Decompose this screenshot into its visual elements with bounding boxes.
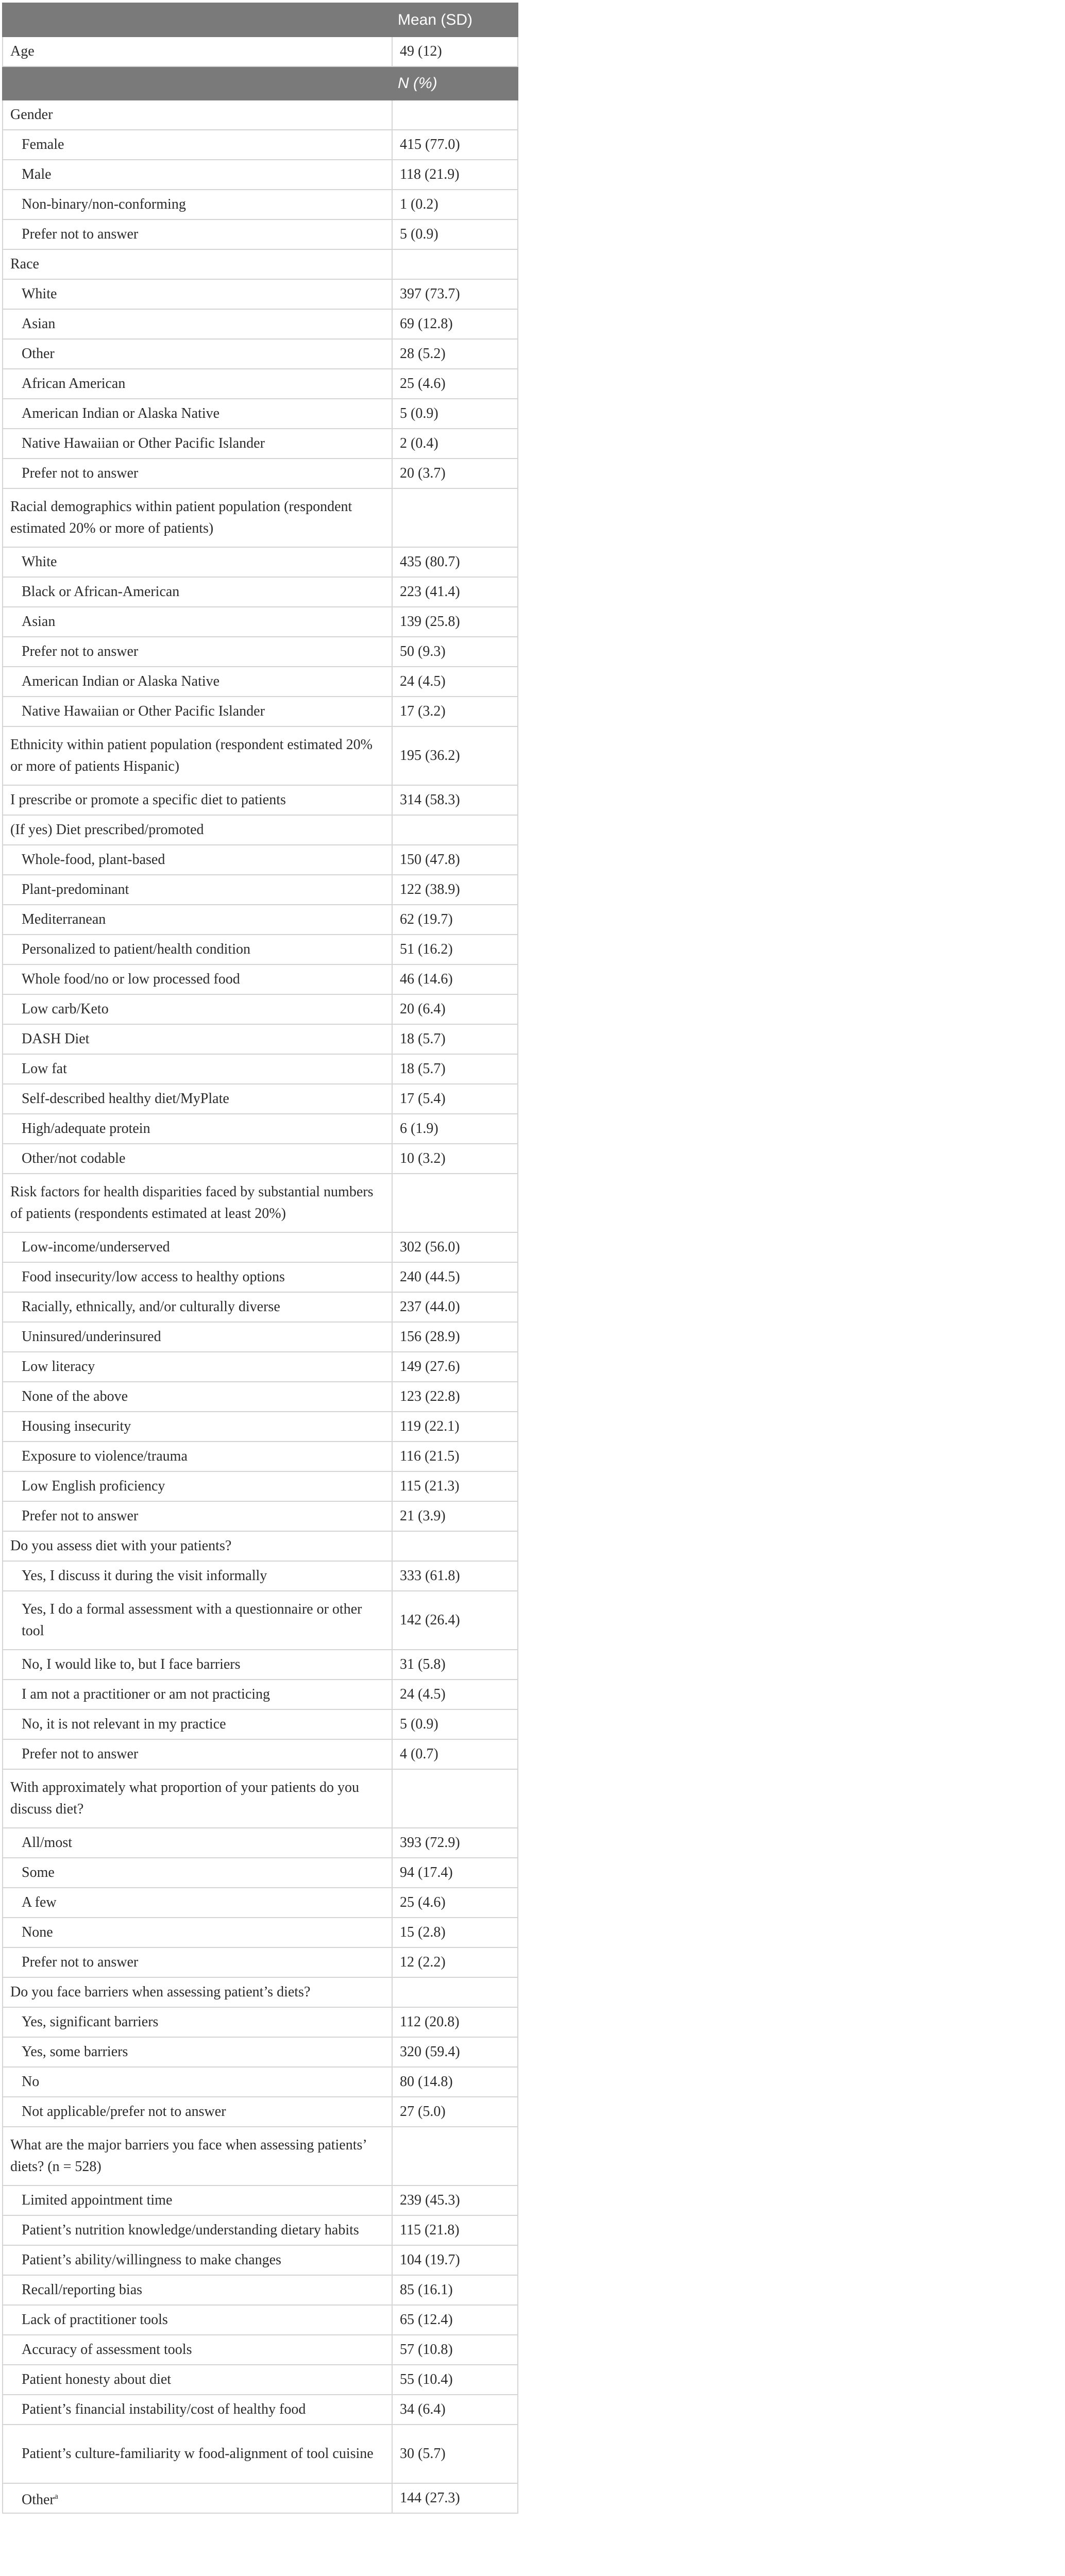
row-label: Prefer not to answer bbox=[3, 1501, 392, 1531]
table-row bbox=[3, 1442, 518, 1471]
row-value: 17 (3.2) bbox=[392, 697, 518, 726]
row-label: Native Hawaiian or Other Pacific Islander bbox=[3, 697, 392, 726]
row-label: Prefer not to answer bbox=[3, 1739, 392, 1769]
table-row bbox=[3, 935, 518, 964]
table-row bbox=[3, 1709, 518, 1739]
row-value: 302 (56.0) bbox=[392, 1232, 518, 1262]
row-value: 239 (45.3) bbox=[392, 2185, 518, 2215]
table-row bbox=[3, 1947, 518, 1977]
table-row bbox=[3, 697, 518, 726]
row-label: Patient’s nutrition knowledge/understanding dietary habits bbox=[3, 2215, 392, 2245]
table-row bbox=[3, 2245, 518, 2275]
row-label: Racially, ethnically, and/or culturally diverse bbox=[3, 1292, 392, 1322]
row-value: 49 (12) bbox=[392, 37, 518, 66]
table-row bbox=[3, 964, 518, 994]
table-row bbox=[3, 1174, 518, 1232]
table-row bbox=[3, 577, 518, 607]
row-value: 397 (73.7) bbox=[392, 279, 518, 309]
row-label: Prefer not to answer bbox=[3, 637, 392, 667]
row-label: Yes, significant barriers bbox=[3, 2007, 392, 2037]
row-value: 115 (21.3) bbox=[392, 1471, 518, 1501]
table-row bbox=[3, 399, 518, 429]
table-row bbox=[3, 1232, 518, 1262]
row-label: Limited appointment time bbox=[3, 2185, 392, 2215]
table-row bbox=[3, 2335, 518, 2365]
row-label: Prefer not to answer bbox=[3, 1947, 392, 1977]
table-row bbox=[3, 249, 518, 279]
table-row bbox=[3, 1144, 518, 1174]
table-body bbox=[3, 3, 518, 2513]
row-label: None of the above bbox=[3, 1382, 392, 1412]
row-label: Low literacy bbox=[3, 1352, 392, 1382]
row-label: All/most bbox=[3, 1828, 392, 1858]
row-value bbox=[392, 1174, 518, 1232]
table-row bbox=[3, 1650, 518, 1680]
row-label: Do you assess diet with your patients? bbox=[3, 1531, 392, 1561]
row-value bbox=[392, 249, 518, 279]
table-row bbox=[3, 875, 518, 905]
demographics-table bbox=[2, 3, 518, 2514]
row-label: Patient’s ability/willingness to make changes bbox=[3, 2245, 392, 2275]
row-value: 122 (38.9) bbox=[392, 875, 518, 905]
row-label: Patient’s culture-familiarity w food-alignment of tool cuisine bbox=[3, 2425, 392, 2483]
table-row bbox=[3, 607, 518, 637]
row-label: Gender bbox=[3, 100, 392, 130]
row-label: Patient’s financial instability/cost of healthy food bbox=[3, 2395, 392, 2425]
row-label: Whole food/no or low processed food bbox=[3, 964, 392, 994]
row-label: Risk factors for health disparities faced by substantial numbers of patients (respondents estimated at least 20%) bbox=[3, 1174, 392, 1232]
row-label: With approximately what proportion of your patients do you discuss diet? bbox=[3, 1769, 392, 1828]
table-header-row bbox=[3, 66, 518, 100]
table-row bbox=[3, 2127, 518, 2185]
row-value: 31 (5.8) bbox=[392, 1650, 518, 1680]
header-value-cell: Mean (SD) bbox=[392, 3, 518, 37]
row-label: Housing insecurity bbox=[3, 1412, 392, 1442]
row-value: 393 (72.9) bbox=[392, 1828, 518, 1858]
row-value bbox=[392, 815, 518, 845]
row-value: 150 (47.8) bbox=[392, 845, 518, 875]
table-row bbox=[3, 339, 518, 369]
table-row bbox=[3, 1262, 518, 1292]
row-label: No bbox=[3, 2067, 392, 2097]
row-label: Low-income/underserved bbox=[3, 1232, 392, 1262]
table-row bbox=[3, 547, 518, 577]
row-label: Food insecurity/low access to healthy options bbox=[3, 1262, 392, 1292]
row-label: Exposure to violence/trauma bbox=[3, 1442, 392, 1471]
table-row bbox=[3, 2185, 518, 2215]
row-label: Mediterranean bbox=[3, 905, 392, 935]
row-value: 18 (5.7) bbox=[392, 1054, 518, 1084]
table-row bbox=[3, 1501, 518, 1531]
header-label-cell bbox=[3, 3, 392, 37]
row-value: 314 (58.3) bbox=[392, 785, 518, 815]
table-row bbox=[3, 845, 518, 875]
row-value: 144 (27.3) bbox=[392, 2483, 518, 2513]
row-label: Low carb/Keto bbox=[3, 994, 392, 1024]
row-label: DASH Diet bbox=[3, 1024, 392, 1054]
table-row bbox=[3, 219, 518, 249]
table-row bbox=[3, 1888, 518, 1918]
row-value: 237 (44.0) bbox=[392, 1292, 518, 1322]
row-label: Female bbox=[3, 130, 392, 160]
row-label: Yes, I do a formal assessment with a questionnaire or other tool bbox=[3, 1591, 392, 1650]
table-row bbox=[3, 1054, 518, 1084]
row-label: None bbox=[3, 1918, 392, 1947]
row-value: 12 (2.2) bbox=[392, 1947, 518, 1977]
row-label: Racial demographics within patient population (respondent estimated 20% or more of patients) bbox=[3, 488, 392, 547]
row-value: 112 (20.8) bbox=[392, 2007, 518, 2037]
row-label: Self-described healthy diet/MyPlate bbox=[3, 1084, 392, 1114]
table-row bbox=[3, 1352, 518, 1382]
row-label: Accuracy of assessment tools bbox=[3, 2335, 392, 2365]
row-label: Recall/reporting bias bbox=[3, 2275, 392, 2305]
row-value: 85 (16.1) bbox=[392, 2275, 518, 2305]
table-row bbox=[3, 1084, 518, 1114]
row-value: 28 (5.2) bbox=[392, 339, 518, 369]
row-value: 156 (28.9) bbox=[392, 1322, 518, 1352]
row-label: American Indian or Alaska Native bbox=[3, 667, 392, 697]
row-value: 69 (12.8) bbox=[392, 309, 518, 339]
table-row bbox=[3, 1531, 518, 1561]
row-label: Ethnicity within patient population (respondent estimated 20% or more of patients Hispanic) bbox=[3, 726, 392, 785]
table-row bbox=[3, 2275, 518, 2305]
row-value: 6 (1.9) bbox=[392, 1114, 518, 1144]
row-value: 415 (77.0) bbox=[392, 130, 518, 160]
row-value: 223 (41.4) bbox=[392, 577, 518, 607]
row-value: 57 (10.8) bbox=[392, 2335, 518, 2365]
row-label: Other/not codable bbox=[3, 1144, 392, 1174]
row-value bbox=[392, 100, 518, 130]
table-row bbox=[3, 1828, 518, 1858]
table-row bbox=[3, 369, 518, 399]
row-value: 25 (4.6) bbox=[392, 1888, 518, 1918]
row-value: 333 (61.8) bbox=[392, 1561, 518, 1591]
row-label: White bbox=[3, 279, 392, 309]
row-label: A few bbox=[3, 1888, 392, 1918]
row-value: 20 (3.7) bbox=[392, 459, 518, 488]
row-label: Not applicable/prefer not to answer bbox=[3, 2097, 392, 2127]
table-row bbox=[3, 488, 518, 547]
table-row bbox=[3, 2037, 518, 2067]
row-value: 4 (0.7) bbox=[392, 1739, 518, 1769]
table-header-row bbox=[3, 3, 518, 37]
row-value: 46 (14.6) bbox=[392, 964, 518, 994]
table-row bbox=[3, 1680, 518, 1709]
row-label: I prescribe or promote a specific diet to patients bbox=[3, 785, 392, 815]
row-label: African American bbox=[3, 369, 392, 399]
table-row bbox=[3, 637, 518, 667]
table-row bbox=[3, 815, 518, 845]
row-value: 5 (0.9) bbox=[392, 219, 518, 249]
row-value: 142 (26.4) bbox=[392, 1591, 518, 1650]
table-row bbox=[3, 2365, 518, 2395]
row-value: 104 (19.7) bbox=[392, 2245, 518, 2275]
table-row bbox=[3, 2425, 518, 2483]
table-row bbox=[3, 130, 518, 160]
row-value bbox=[392, 2127, 518, 2185]
row-label: I am not a practitioner or am not practicing bbox=[3, 1680, 392, 1709]
table-row bbox=[3, 1024, 518, 1054]
row-value: 149 (27.6) bbox=[392, 1352, 518, 1382]
row-label: Yes, some barriers bbox=[3, 2037, 392, 2067]
row-value: 55 (10.4) bbox=[392, 2365, 518, 2395]
row-label: Black or African-American bbox=[3, 577, 392, 607]
table-row bbox=[3, 905, 518, 935]
row-label: (If yes) Diet prescribed/promoted bbox=[3, 815, 392, 845]
row-value: 15 (2.8) bbox=[392, 1918, 518, 1947]
table-row bbox=[3, 1382, 518, 1412]
table-row bbox=[3, 1322, 518, 1352]
row-value: 24 (4.5) bbox=[392, 667, 518, 697]
table-row bbox=[3, 1769, 518, 1828]
row-value: 435 (80.7) bbox=[392, 547, 518, 577]
row-label: Patient honesty about diet bbox=[3, 2365, 392, 2395]
row-label: Other bbox=[3, 339, 392, 369]
table-row bbox=[3, 160, 518, 190]
row-value: 27 (5.0) bbox=[392, 2097, 518, 2127]
table-row bbox=[3, 1591, 518, 1650]
row-label: White bbox=[3, 547, 392, 577]
header-label-cell bbox=[3, 66, 392, 100]
table-row bbox=[3, 1977, 518, 2007]
row-label: Prefer not to answer bbox=[3, 459, 392, 488]
row-value: 5 (0.9) bbox=[392, 399, 518, 429]
table-row bbox=[3, 1114, 518, 1144]
table-row bbox=[3, 1918, 518, 1947]
table-row bbox=[3, 2007, 518, 2037]
row-value: 195 (36.2) bbox=[392, 726, 518, 785]
row-label: Non-binary/non-conforming bbox=[3, 190, 392, 219]
row-label: Whole-food, plant-based bbox=[3, 845, 392, 875]
table-row bbox=[3, 2215, 518, 2245]
table-row bbox=[3, 279, 518, 309]
row-label: Yes, I discuss it during the visit informally bbox=[3, 1561, 392, 1591]
row-value: 34 (6.4) bbox=[392, 2395, 518, 2425]
table-row bbox=[3, 726, 518, 785]
row-label: Prefer not to answer bbox=[3, 219, 392, 249]
table-row bbox=[3, 667, 518, 697]
header-value-cell: N (%) bbox=[392, 66, 518, 100]
table-row bbox=[3, 2067, 518, 2097]
table-row bbox=[3, 429, 518, 459]
row-value: 123 (22.8) bbox=[392, 1382, 518, 1412]
row-value bbox=[392, 1531, 518, 1561]
row-value: 116 (21.5) bbox=[392, 1442, 518, 1471]
row-value: 65 (12.4) bbox=[392, 2305, 518, 2335]
row-label: No, I would like to, but I face barriers bbox=[3, 1650, 392, 1680]
row-value: 115 (21.8) bbox=[392, 2215, 518, 2245]
row-value: 50 (9.3) bbox=[392, 637, 518, 667]
row-label: Personalized to patient/health condition bbox=[3, 935, 392, 964]
row-value: 2 (0.4) bbox=[392, 429, 518, 459]
table-row bbox=[3, 190, 518, 219]
table-row bbox=[3, 100, 518, 130]
table-row bbox=[3, 2483, 518, 2513]
row-label: Uninsured/underinsured bbox=[3, 1322, 392, 1352]
row-label: Plant-predominant bbox=[3, 875, 392, 905]
row-value: 24 (4.5) bbox=[392, 1680, 518, 1709]
row-value: 62 (19.7) bbox=[392, 905, 518, 935]
row-value: 25 (4.6) bbox=[392, 369, 518, 399]
table-row bbox=[3, 785, 518, 815]
row-label: No, it is not relevant in my practice bbox=[3, 1709, 392, 1739]
row-label: Lack of practitioner tools bbox=[3, 2305, 392, 2335]
table-row bbox=[3, 37, 518, 66]
row-value: 18 (5.7) bbox=[392, 1024, 518, 1054]
row-label: Some bbox=[3, 1858, 392, 1888]
row-value: 80 (14.8) bbox=[392, 2067, 518, 2097]
row-label: Native Hawaiian or Other Pacific Islander bbox=[3, 429, 392, 459]
row-value: 10 (3.2) bbox=[392, 1144, 518, 1174]
table-row bbox=[3, 1292, 518, 1322]
table-row bbox=[3, 1412, 518, 1442]
row-value: 118 (21.9) bbox=[392, 160, 518, 190]
row-label: Low fat bbox=[3, 1054, 392, 1084]
table-row bbox=[3, 459, 518, 488]
row-label: Low English proficiency bbox=[3, 1471, 392, 1501]
table-row bbox=[3, 1471, 518, 1501]
table-row bbox=[3, 1858, 518, 1888]
row-value: 30 (5.7) bbox=[392, 2425, 518, 2483]
row-value: 139 (25.8) bbox=[392, 607, 518, 637]
row-label: Asian bbox=[3, 309, 392, 339]
table-row bbox=[3, 2097, 518, 2127]
row-label: What are the major barriers you face when assessing patients’ diets? (n = 528) bbox=[3, 2127, 392, 2185]
row-value: 119 (22.1) bbox=[392, 1412, 518, 1442]
table-row bbox=[3, 1739, 518, 1769]
row-label: Other$^a$ bbox=[3, 2483, 392, 2513]
row-value: 51 (16.2) bbox=[392, 935, 518, 964]
row-label: Do you face barriers when assessing patient’s diets? bbox=[3, 1977, 392, 2007]
row-label: Age bbox=[3, 37, 392, 66]
row-value: 20 (6.4) bbox=[392, 994, 518, 1024]
row-value: 320 (59.4) bbox=[392, 2037, 518, 2067]
row-value: 17 (5.4) bbox=[392, 1084, 518, 1114]
row-value: 1 (0.2) bbox=[392, 190, 518, 219]
table-row bbox=[3, 2305, 518, 2335]
table-row bbox=[3, 2395, 518, 2425]
row-label: Race bbox=[3, 249, 392, 279]
row-value bbox=[392, 1769, 518, 1828]
row-label: High/adequate protein bbox=[3, 1114, 392, 1144]
row-value: 21 (3.9) bbox=[392, 1501, 518, 1531]
row-value: 94 (17.4) bbox=[392, 1858, 518, 1888]
table-row bbox=[3, 309, 518, 339]
row-value: 240 (44.5) bbox=[392, 1262, 518, 1292]
row-value: 5 (0.9) bbox=[392, 1709, 518, 1739]
row-value bbox=[392, 488, 518, 547]
table-row bbox=[3, 1561, 518, 1591]
table-row bbox=[3, 994, 518, 1024]
row-label: Asian bbox=[3, 607, 392, 637]
row-label: American Indian or Alaska Native bbox=[3, 399, 392, 429]
footnote-ref-marker: a bbox=[54, 2492, 58, 2501]
row-value bbox=[392, 1977, 518, 2007]
row-label: Male bbox=[3, 160, 392, 190]
